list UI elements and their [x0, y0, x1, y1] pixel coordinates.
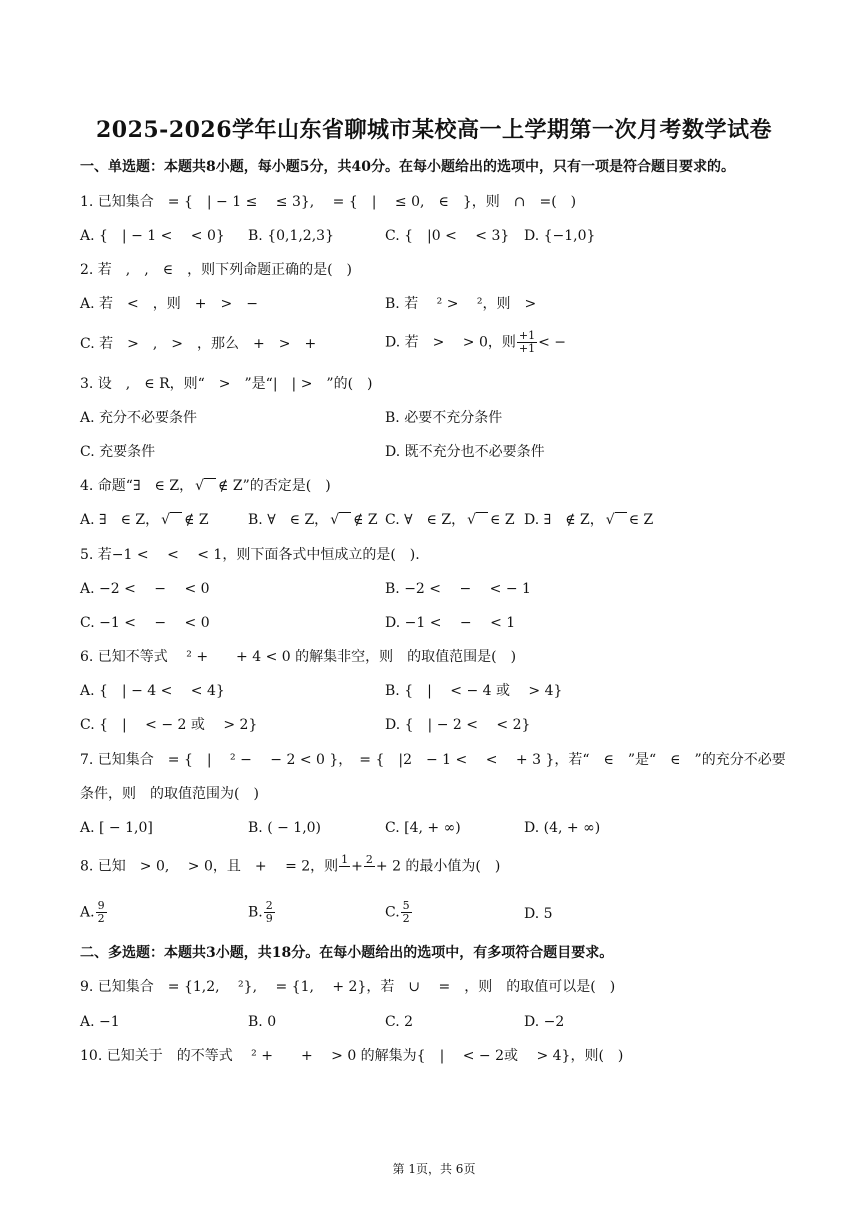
sqrt-symbol: √: [467, 510, 488, 530]
question-8-stem: [80, 854, 500, 879]
question-9-stem: 9. 已知集合 = {1,2, ²}, = {1, + 2}，若 ∪ = ，则 的取值可以是( ): [80, 979, 616, 995]
option-tail: ∉ Z: [184, 512, 209, 528]
section-heading-single-choice: 一、单选题：本题共8小题，每小题5分，共40分。在每小题给出的选项中，只有一项是符合题目要求的。: [80, 159, 735, 175]
plus-sign: +: [351, 858, 363, 875]
fraction-numerator: +1: [518, 329, 536, 342]
option-fraction: [96, 900, 107, 925]
question-5-option-c: C. −1 < − < 0: [80, 615, 210, 631]
exam-title: 2025-2026学年山东省聊城市某校高一上学期第一次月考数学试卷: [95, 117, 773, 143]
question-6-option-a: A. { | − 4 < < 4}: [80, 683, 225, 699]
option-label: A.: [80, 904, 95, 921]
option-tail: ∈ Z: [490, 512, 515, 528]
fraction-numerator: 1: [341, 853, 349, 866]
question-9-option-b: B. 0: [248, 1014, 277, 1030]
question-4-option-d: [524, 510, 653, 530]
option-tail: ∈ Z: [628, 512, 654, 528]
question-7-option-b: B. ( − 1,0): [248, 820, 322, 836]
fraction-denominator: 9: [265, 912, 273, 925]
question-2-option-c: C. 若 > , > ，那么 + > +: [80, 336, 317, 352]
question-10-stem: 10. 已知关于 的不等式 ² + + > 0 的解集为{ | < − 2或 > 4}，则( ): [80, 1048, 624, 1064]
option-fraction: [264, 900, 275, 925]
sqrt-symbol: √: [606, 510, 627, 530]
question-2-option-b: B. 若 ² > ²，则 >: [385, 296, 537, 312]
fraction-denominator: +1: [518, 342, 536, 355]
question-1-option-d: D. {−1,0}: [524, 228, 596, 244]
question-1-option-a: A. { | − 1 < < 0}: [80, 228, 225, 244]
option-label: B.: [248, 904, 263, 921]
fraction-denominator: 2: [402, 912, 410, 925]
section-heading-multiple-choice: 二、多选题：本题共3小题，共18分。在每小题给出的选项中，有多项符合题目要求。: [80, 945, 614, 961]
question-2-option-d-fraction: [517, 330, 537, 355]
question-3-stem: 3. 设 , ∈ R，则“ > ”是“| | > ”的( ): [80, 376, 373, 392]
question-8-fraction-1: [339, 854, 350, 879]
question-1-option-b: B. {0,1,2,3}: [248, 228, 334, 244]
option-text: B. ∀ ∈ Z，: [248, 512, 329, 528]
option-fraction: [401, 900, 412, 925]
fraction-denominator: 2: [97, 912, 105, 925]
question-5-option-b: B. −2 < − < − 1: [385, 581, 531, 597]
question-8-fraction-2: [364, 854, 375, 879]
question-8-option-d: D. 5: [524, 906, 553, 922]
question-3-option-b: B. 必要不充分条件: [385, 410, 503, 426]
question-5-option-d: D. −1 < − < 1: [385, 615, 516, 631]
question-3-option-c: C. 充要条件: [80, 444, 156, 460]
question-9-option-c: C. 2: [385, 1014, 414, 1030]
fraction-numerator: 2: [365, 853, 373, 866]
fraction-denominator: [364, 867, 375, 879]
fraction-numerator: 9: [97, 899, 105, 912]
question-2-option-d: [385, 330, 566, 355]
question-6-stem: 6. 已知不等式 ² + + 4 < 0 的解集非空，则 的取值范围是( ): [80, 649, 517, 665]
question-7-stem-continued: 条件，则 的取值范围为( ): [80, 786, 259, 802]
question-4-stem: [80, 476, 331, 496]
fraction-numerator: 2: [265, 899, 273, 912]
question-3-option-a: A. 充分不必要条件: [80, 410, 198, 426]
question-6-option-b: B. { | < − 4 或 > 4}: [385, 683, 563, 699]
question-8-option-b: [248, 900, 276, 925]
option-label: C.: [385, 904, 400, 921]
question-4-stem-text: 4. 命题“∃ ∈ Z，: [80, 478, 194, 494]
question-2-option-d-text: D. 若 > > 0，则: [385, 334, 516, 351]
question-9-option-a: A. −1: [80, 1014, 120, 1030]
question-8-stem-text: 8. 已知 > 0, > 0，且 + = 2，则: [80, 858, 339, 875]
sqrt-symbol: √: [330, 510, 351, 530]
question-5-option-a: A. −2 < − < 0: [80, 581, 210, 597]
question-7-option-c: C. [4, + ∞): [385, 820, 461, 836]
question-5-stem: 5. 若−1 < < < 1，则下面各式中恒成立的是( ).: [80, 547, 420, 563]
question-8-option-a: [80, 900, 108, 925]
question-8-option-c: [385, 900, 413, 925]
question-1-option-c: C. { |0 < < 3}: [385, 228, 510, 244]
question-2-stem: 2. 若 , , ∈ ，则下列命题正确的是( ): [80, 262, 352, 278]
page-footer: 第 1页，共 6页: [392, 1162, 476, 1176]
fraction-numerator: 5: [402, 899, 410, 912]
question-4-option-b: [248, 510, 378, 530]
question-7-option-a: A. [ − 1,0]: [80, 820, 153, 836]
sqrt-symbol: √: [161, 510, 182, 530]
option-text: C. ∀ ∈ Z，: [385, 512, 466, 528]
question-1-stem: 1. 已知集合 = { | − 1 ≤ ≤ 3}, = { | ≤ 0, ∈ }，则 ∩ =( ): [80, 194, 577, 210]
question-2-option-d-tail: < −: [538, 334, 567, 351]
question-7-stem: 7. 已知集合 = { | ² − − 2 < 0 }， = { |2 − 1 < < + 3 }，若“ ∈ ”是“ ∈ ”的充分不必要: [80, 752, 786, 768]
fraction-denominator: [339, 867, 350, 879]
option-text: A. ∃ ∈ Z，: [80, 512, 160, 528]
question-2-option-a: A. 若 < ，则 + > −: [80, 296, 258, 312]
option-tail: ∉ Z: [353, 512, 378, 528]
question-4-option-c: [385, 510, 515, 530]
option-text: D. ∃ ∉ Z，: [524, 512, 604, 528]
question-4-option-a: [80, 510, 209, 530]
question-3-option-d: D. 既不充分也不必要条件: [385, 444, 545, 460]
question-9-option-d: D. −2: [524, 1014, 565, 1030]
question-8-stem-tail: + 2 的最小值为( ): [375, 858, 501, 875]
question-7-option-d: D. (4, + ∞): [524, 820, 601, 836]
sqrt-symbol: √: [195, 476, 216, 496]
question-6-option-d: D. { | − 2 < < 2}: [385, 717, 531, 733]
question-4-stem-tail: ∉ Z”的否定是( ): [218, 478, 331, 494]
question-6-option-c: C. { | < − 2 或 > 2}: [80, 717, 258, 733]
